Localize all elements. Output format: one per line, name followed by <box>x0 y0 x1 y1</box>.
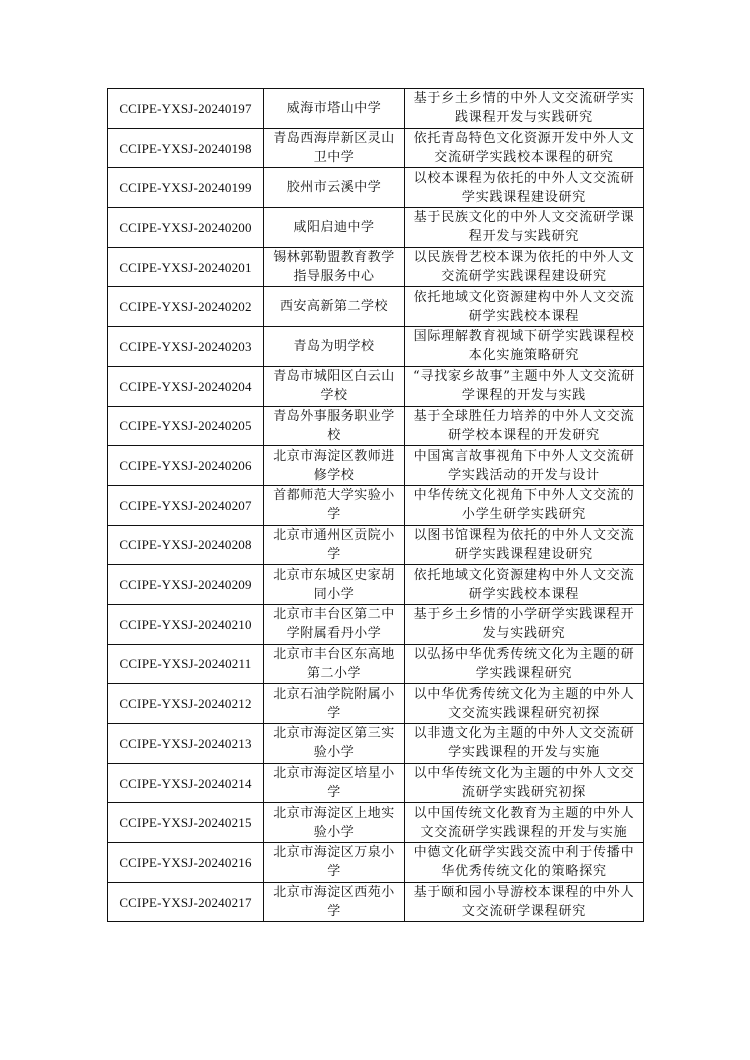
project-topic-cell: 基于颐和园小导游校本课程的中外人文交流研学课程研究 <box>405 882 644 922</box>
school-name-cell: 青岛西海岸新区灵山卫中学 <box>264 128 405 168</box>
table-row <box>108 882 644 922</box>
project-code-cell: CCIPE-YXSJ-20240208 <box>108 525 264 565</box>
project-code-cell: CCIPE-YXSJ-20240212 <box>108 684 264 724</box>
table-row <box>108 406 644 446</box>
table-row <box>108 843 644 883</box>
table-row <box>108 525 644 565</box>
table-row <box>108 644 644 684</box>
project-topic-cell: 基于乡土乡情的中外人文交流研学实践课程开发与实践研究 <box>405 89 644 129</box>
table-row <box>108 763 644 803</box>
project-code-cell: CCIPE-YXSJ-20240202 <box>108 287 264 327</box>
project-topic-cell: 以校本课程为依托的中外人文交流研学实践课程建设研究 <box>405 168 644 208</box>
project-code-cell: CCIPE-YXSJ-20240210 <box>108 604 264 644</box>
school-name-cell: 北京市丰台区东高地第二小学 <box>264 644 405 684</box>
school-name-cell: 青岛市城阳区白云山学校 <box>264 366 405 406</box>
school-name-cell: 青岛为明学校 <box>264 327 405 367</box>
school-name-cell: 首都师范大学实验小学 <box>264 485 405 525</box>
project-topic-cell: 依托青岛特色文化资源开发中外人文交流研学实践校本课程的研究 <box>405 128 644 168</box>
table-row <box>108 168 644 208</box>
school-name-cell: 青岛外事服务职业学校 <box>264 406 405 446</box>
project-topic-cell: 以中华传统文化为主题的中外人文交流研学实践研究初探 <box>405 763 644 803</box>
school-name-cell: 北京石油学院附属小学 <box>264 684 405 724</box>
project-topic-cell: 以中华优秀传统文化为主题的中外人文交流实践课程研究初探 <box>405 684 644 724</box>
school-name-cell: 锡林郭勒盟教育教学指导服务中心 <box>264 247 405 287</box>
project-topic-cell: 国际理解教育视域下研学实践课程校本化实施策略研究 <box>405 327 644 367</box>
table-row <box>108 565 644 605</box>
project-topic-cell: 以中国传统文化教育为主题的中外人文交流研学实践课程的开发与实施 <box>405 803 644 843</box>
project-code-cell: CCIPE-YXSJ-20240206 <box>108 446 264 486</box>
project-code-cell: CCIPE-YXSJ-20240205 <box>108 406 264 446</box>
table-row <box>108 684 644 724</box>
table-row <box>108 128 644 168</box>
school-name-cell: 北京市海淀区培星小学 <box>264 763 405 803</box>
table-row <box>108 208 644 248</box>
project-topic-cell: 基于乡土乡情的小学研学实践课程开发与实践研究 <box>405 604 644 644</box>
table-row <box>108 247 644 287</box>
table-row <box>108 604 644 644</box>
project-topic-cell: 依托地域文化资源建构中外人文交流研学实践校本课程 <box>405 565 644 605</box>
project-topic-cell: 以弘扬中华优秀传统文化为主题的研学实践课程研究 <box>405 644 644 684</box>
table-row <box>108 287 644 327</box>
school-name-cell: 北京市海淀区万泉小学 <box>264 843 405 883</box>
project-code-cell: CCIPE-YXSJ-20240203 <box>108 327 264 367</box>
project-topic-cell: 以图书馆课程为依托的中外人文交流研学实践课程建设研究 <box>405 525 644 565</box>
project-code-cell: CCIPE-YXSJ-20240213 <box>108 724 264 764</box>
project-topic-cell: 依托地域文化资源建构中外人文交流研学实践校本课程 <box>405 287 644 327</box>
school-name-cell: 北京市海淀区西苑小学 <box>264 882 405 922</box>
project-topic-cell: 中国寓言故事视角下中外人文交流研学实践活动的开发与设计 <box>405 446 644 486</box>
project-list-table <box>107 88 644 922</box>
project-code-cell: CCIPE-YXSJ-20240207 <box>108 485 264 525</box>
project-code-cell: CCIPE-YXSJ-20240201 <box>108 247 264 287</box>
table-row <box>108 724 644 764</box>
project-code-cell: CCIPE-YXSJ-20240200 <box>108 208 264 248</box>
project-topic-cell: 以民族骨艺校本课为依托的中外人文交流研学实践课程建设研究 <box>405 247 644 287</box>
school-name-cell: 北京市海淀区第三实验小学 <box>264 724 405 764</box>
school-name-cell: 北京市海淀区上地实验小学 <box>264 803 405 843</box>
school-name-cell: 北京市丰台区第二中学附属看丹小学 <box>264 604 405 644</box>
project-code-cell: CCIPE-YXSJ-20240209 <box>108 565 264 605</box>
project-topic-cell: 以非遗文化为主题的中外人文交流研学实践课程的开发与实施 <box>405 724 644 764</box>
table-body <box>108 89 644 922</box>
table-row <box>108 446 644 486</box>
school-name-cell: 北京市东城区史家胡同小学 <box>264 565 405 605</box>
project-topic-cell: 基于全球胜任力培养的中外人文交流研学校本课程的开发研究 <box>405 406 644 446</box>
school-name-cell: 威海市塔山中学 <box>264 89 405 129</box>
project-code-cell: CCIPE-YXSJ-20240217 <box>108 882 264 922</box>
school-name-cell: 咸阳启迪中学 <box>264 208 405 248</box>
school-name-cell: 北京市海淀区教师进修学校 <box>264 446 405 486</box>
school-name-cell: 胶州市云溪中学 <box>264 168 405 208</box>
project-topic-cell: 基于民族文化的中外人文交流研学课程开发与实践研究 <box>405 208 644 248</box>
table-row <box>108 803 644 843</box>
project-code-cell: CCIPE-YXSJ-20240204 <box>108 366 264 406</box>
school-name-cell: 北京市通州区贡院小学 <box>264 525 405 565</box>
project-code-cell: CCIPE-YXSJ-20240211 <box>108 644 264 684</box>
project-topic-cell: 中华传统文化视角下中外人文交流的小学生研学实践研究 <box>405 485 644 525</box>
project-code-cell: CCIPE-YXSJ-20240198 <box>108 128 264 168</box>
table-row <box>108 366 644 406</box>
project-topic-cell: 中德文化研学实践交流中利于传播中华优秀传统文化的策略探究 <box>405 843 644 883</box>
project-topic-cell: “寻找家乡故事”主题中外人文交流研学课程的开发与实践 <box>405 366 644 406</box>
project-code-cell: CCIPE-YXSJ-20240197 <box>108 89 264 129</box>
table-row <box>108 89 644 129</box>
table-row <box>108 327 644 367</box>
table-row <box>108 485 644 525</box>
project-code-cell: CCIPE-YXSJ-20240216 <box>108 843 264 883</box>
project-code-cell: CCIPE-YXSJ-20240215 <box>108 803 264 843</box>
project-code-cell: CCIPE-YXSJ-20240199 <box>108 168 264 208</box>
school-name-cell: 西安高新第二学校 <box>264 287 405 327</box>
project-code-cell: CCIPE-YXSJ-20240214 <box>108 763 264 803</box>
